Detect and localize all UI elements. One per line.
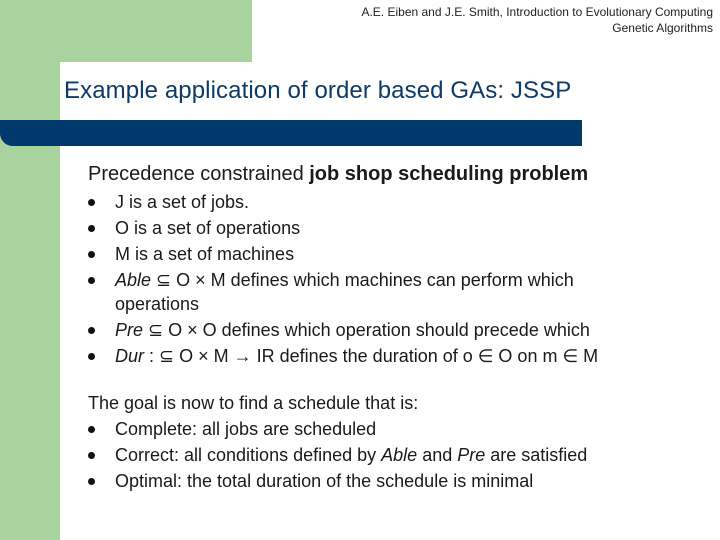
- left-decorative-band: [0, 0, 60, 540]
- bullet-dot-icon: [88, 353, 95, 360]
- item-italic: Pre: [115, 320, 144, 340]
- item-text: ⊆ O × M defines which machines can perform which operations: [115, 270, 574, 314]
- definition-list: [88, 190, 708, 368]
- intro-line: [88, 160, 708, 188]
- intro-prefix: Precedence constrained: [88, 163, 310, 185]
- bullet-dot-icon: [88, 277, 95, 284]
- list-item: [88, 344, 708, 368]
- item-text: Correct: all conditions defined by: [115, 445, 382, 465]
- goal-list: [88, 416, 708, 494]
- item-italic: Able: [115, 270, 152, 290]
- bullet-dot-icon: [88, 251, 95, 258]
- bullet-dot-icon: [88, 327, 95, 334]
- list-item: [88, 442, 708, 468]
- slide-title: Example application of order based GAs: JSSP: [64, 77, 572, 104]
- bullet-dot-icon: [88, 426, 95, 433]
- bullet-dot-icon: [88, 452, 95, 459]
- list-item: [88, 468, 708, 494]
- list-item: [88, 268, 645, 316]
- item-text: and: [417, 445, 458, 465]
- item-italic: Able: [381, 445, 418, 465]
- item-text: O is a set of operations: [115, 218, 301, 238]
- slide-body: [88, 160, 708, 370]
- item-text: J is a set of jobs.: [115, 192, 250, 212]
- goal-section: [88, 390, 708, 494]
- list-item: [88, 190, 708, 214]
- bullet-dot-icon: [88, 199, 95, 206]
- item-text: Complete: all jobs are scheduled: [115, 419, 377, 439]
- goal-heading: The goal is now to find a schedule that is:: [88, 393, 419, 413]
- item-text: are satisfied: [485, 445, 588, 465]
- corner-decorative-block: [0, 0, 252, 62]
- bullet-dot-icon: [88, 478, 95, 485]
- item-text: : ⊆ O × M → IR defines the duration of o ∈ O on m ∈ M: [144, 346, 599, 366]
- list-item: [88, 416, 708, 442]
- list-item: [88, 216, 708, 240]
- item-text: M is a set of machines: [115, 244, 295, 264]
- list-item: [88, 318, 708, 342]
- intro-bold: job shop scheduling problem: [309, 163, 589, 185]
- item-italic: Dur: [115, 346, 145, 366]
- title-underline-bar: [0, 120, 582, 146]
- header-line-2: Genetic Algorithms: [612, 21, 713, 35]
- header-line-1: A.E. Eiben and J.E. Smith, Introduction to Evolutionary Computing: [361, 5, 713, 19]
- list-item: [88, 242, 708, 266]
- item-text: Optimal: the total duration of the schedule is minimal: [115, 471, 534, 491]
- item-text: ⊆ O × O defines which operation should precede which: [143, 320, 590, 340]
- bullet-dot-icon: [88, 225, 95, 232]
- item-italic: Pre: [457, 445, 486, 465]
- slide-header: [361, 4, 713, 36]
